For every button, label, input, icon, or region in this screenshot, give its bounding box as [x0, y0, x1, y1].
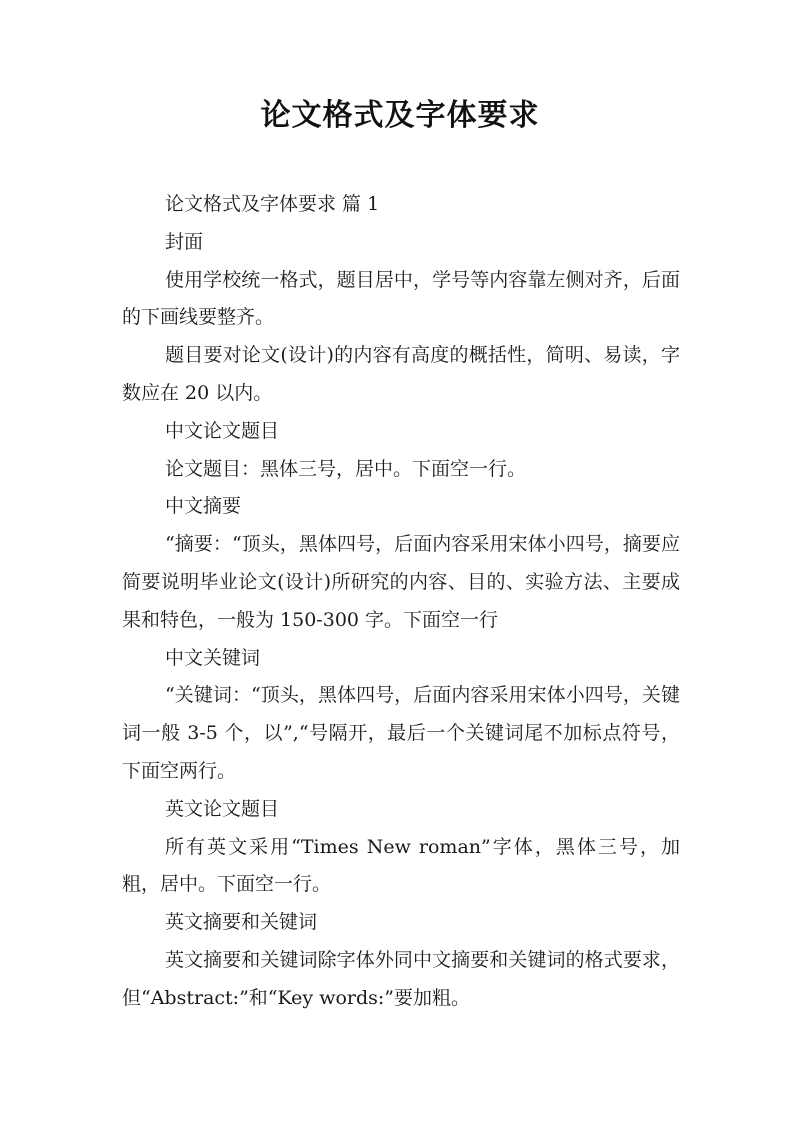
paragraph: 所有英文采用“Times New roman”字体，黑体三号，加粗，居中。下面空一行。	[122, 835, 680, 896]
paragraph: 题目要对论文(设计)的内容有高度的概括性，简明、易读，字数应在 20 以内。	[122, 344, 680, 404]
subheading-chinese-keywords: 中文关键词	[165, 646, 261, 669]
paragraph: 英文摘要和关键词除字体外同中文摘要和关键词的格式要求，但“Abstract:”和“Key words:”要加粗。	[122, 948, 680, 1009]
subheading-cover: 封面	[165, 230, 204, 253]
document-body	[122, 186, 680, 1018]
subheading-chinese-title: 中文论文题目	[165, 419, 280, 442]
paragraph: “摘要：“顶头，黑体四号，后面内容采用宋体小四号，摘要应简要说明毕业论文(设计)所研究的内容、目的、实验方法、主要成果和特色，一般为 150-300 字。下面空一行	[122, 533, 680, 631]
subheading-english-abstract: 英文摘要和关键词	[165, 911, 318, 934]
paragraph: 论文题目：黑体三号，居中。下面空一行。	[165, 457, 527, 480]
subheading-english-title: 英文论文题目	[165, 797, 280, 820]
paragraph: 使用学校统一格式，题目居中，学号等内容靠左侧对齐，后面的下画线要整齐。	[122, 268, 680, 329]
section-heading: 论文格式及字体要求 篇 1	[165, 193, 380, 215]
subheading-chinese-abstract: 中文摘要	[165, 495, 242, 518]
document-title: 论文格式及字体要求	[260, 98, 540, 133]
paragraph: “关键词：“顶头，黑体四号，后面内容采用宋体小四号，关键词一般 3-5 个，以”,“号隔开，最后一个关键词尾不加标点符号，下面空两行。	[122, 684, 680, 782]
